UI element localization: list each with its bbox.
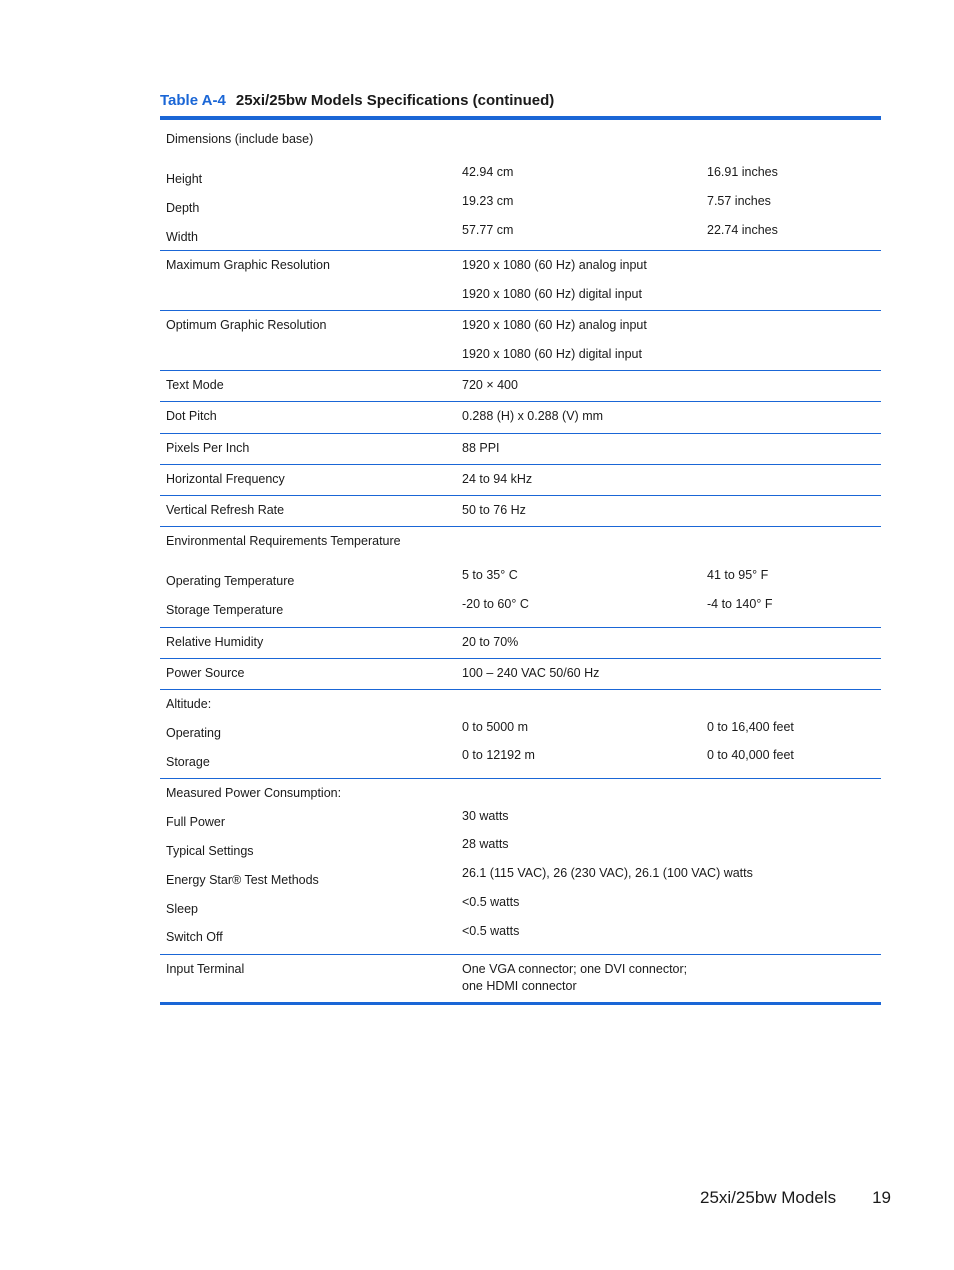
text-mode-label: Text Mode [166, 378, 224, 392]
vrefresh-label: Vertical Refresh Rate [166, 503, 285, 517]
row-environmental [160, 527, 881, 628]
input-terminal-value-line2: one HDMI connector [462, 979, 577, 993]
vrefresh-value: 50 to 76 Hz [462, 503, 526, 517]
height-metric: 42.94 cm [462, 165, 514, 179]
max-res-analog: 1920 x 1080 (60 Hz) analog input [462, 258, 647, 272]
row-power-source [160, 659, 881, 690]
altitude-operating-imperial: 0 to 16,400 feet [707, 720, 794, 734]
max-res-digital: 1920 x 1080 (60 Hz) digital input [462, 287, 642, 301]
env-header: Environmental Requirements Temperature [166, 534, 401, 548]
opt-res-label: Optimum Graphic Resolution [166, 318, 327, 332]
energy-star-label: Energy Star® Test Methods [166, 873, 319, 887]
width-imperial: 22.74 inches [707, 223, 778, 237]
switch-off-label: Switch Off [166, 930, 223, 944]
storage-temp-metric: -20 to 60° C [462, 597, 529, 611]
altitude-storage-metric: 0 to 12192 m [462, 748, 535, 762]
page-footer [700, 1188, 891, 1208]
row-input-terminal [160, 955, 881, 1002]
depth-imperial: 7.57 inches [707, 194, 771, 208]
switch-off-value: <0.5 watts [462, 924, 520, 938]
table-title [160, 92, 554, 109]
power-source-label: Power Source [166, 666, 245, 680]
sleep-label: Sleep [166, 902, 198, 916]
storage-temp-label: Storage Temperature [166, 603, 284, 617]
width-metric: 57.77 cm [462, 223, 514, 237]
altitude-storage-label: Storage [166, 755, 210, 769]
row-opt-resolution [160, 311, 881, 371]
operating-temp-imperial: 41 to 95° F [707, 568, 769, 582]
full-power-label: Full Power [166, 815, 226, 829]
altitude-header: Altitude: [166, 697, 212, 711]
altitude-operating-label: Operating [166, 726, 221, 740]
row-humidity [160, 628, 881, 659]
table-caption: 25xi/25bw Models Specifications (continued) [235, 92, 555, 109]
table-number: Table A-4 [160, 92, 226, 109]
opt-res-analog: 1920 x 1080 (60 Hz) analog input [462, 318, 647, 332]
hfreq-value: 24 to 94 kHz [462, 472, 533, 486]
storage-temp-imperial: -4 to 140° F [707, 597, 773, 611]
row-power-consumption [160, 779, 881, 955]
sleep-value: <0.5 watts [462, 895, 520, 909]
height-label: Height [166, 172, 203, 186]
ppi-label: Pixels Per Inch [166, 441, 250, 455]
operating-temp-label: Operating Temperature [166, 574, 295, 588]
row-text-mode [160, 371, 881, 402]
row-dot-pitch [160, 402, 881, 434]
row-vrefresh [160, 496, 881, 527]
page-number: 19 [872, 1188, 891, 1207]
text-mode-value: 720 × 400 [462, 378, 518, 392]
row-dimensions [160, 120, 881, 251]
dot-pitch-value: 0.288 (H) x 0.288 (V) mm [462, 409, 604, 423]
width-label: Width [166, 230, 198, 244]
height-imperial: 16.91 inches [707, 165, 778, 179]
spec-table [160, 116, 881, 1005]
energy-star-value: 26.1 (115 VAC), 26 (230 VAC), 26.1 (100 VAC) watts [462, 866, 753, 880]
humidity-label: Relative Humidity [166, 635, 264, 649]
row-ppi [160, 434, 881, 465]
max-res-label: Maximum Graphic Resolution [166, 258, 330, 272]
dimensions-header: Dimensions (include base) [166, 132, 314, 146]
power-consumption-header: Measured Power Consumption: [166, 786, 342, 800]
humidity-value: 20 to 70% [462, 635, 519, 649]
dot-pitch-label: Dot Pitch [166, 409, 217, 423]
depth-metric: 19.23 cm [462, 194, 514, 208]
input-terminal-label: Input Terminal [166, 962, 245, 976]
typical-settings-value: 28 watts [462, 837, 509, 851]
opt-res-digital: 1920 x 1080 (60 Hz) digital input [462, 347, 642, 361]
full-power-value: 30 watts [462, 809, 509, 823]
row-altitude [160, 690, 881, 779]
row-max-resolution [160, 251, 881, 311]
footer-title: 25xi/25bw Models [700, 1188, 837, 1207]
ppi-value: 88 PPI [462, 441, 500, 455]
altitude-operating-metric: 0 to 5000 m [462, 720, 529, 734]
altitude-storage-imperial: 0 to 40,000 feet [707, 748, 794, 762]
depth-label: Depth [166, 201, 200, 215]
row-hfreq [160, 465, 881, 496]
typical-settings-label: Typical Settings [166, 844, 254, 858]
input-terminal-value-line1: One VGA connector; one DVI connector; [462, 962, 688, 976]
hfreq-label: Horizontal Frequency [166, 472, 285, 486]
operating-temp-metric: 5 to 35° C [462, 568, 518, 582]
power-source-value: 100 – 240 VAC 50/60 Hz [462, 666, 600, 680]
